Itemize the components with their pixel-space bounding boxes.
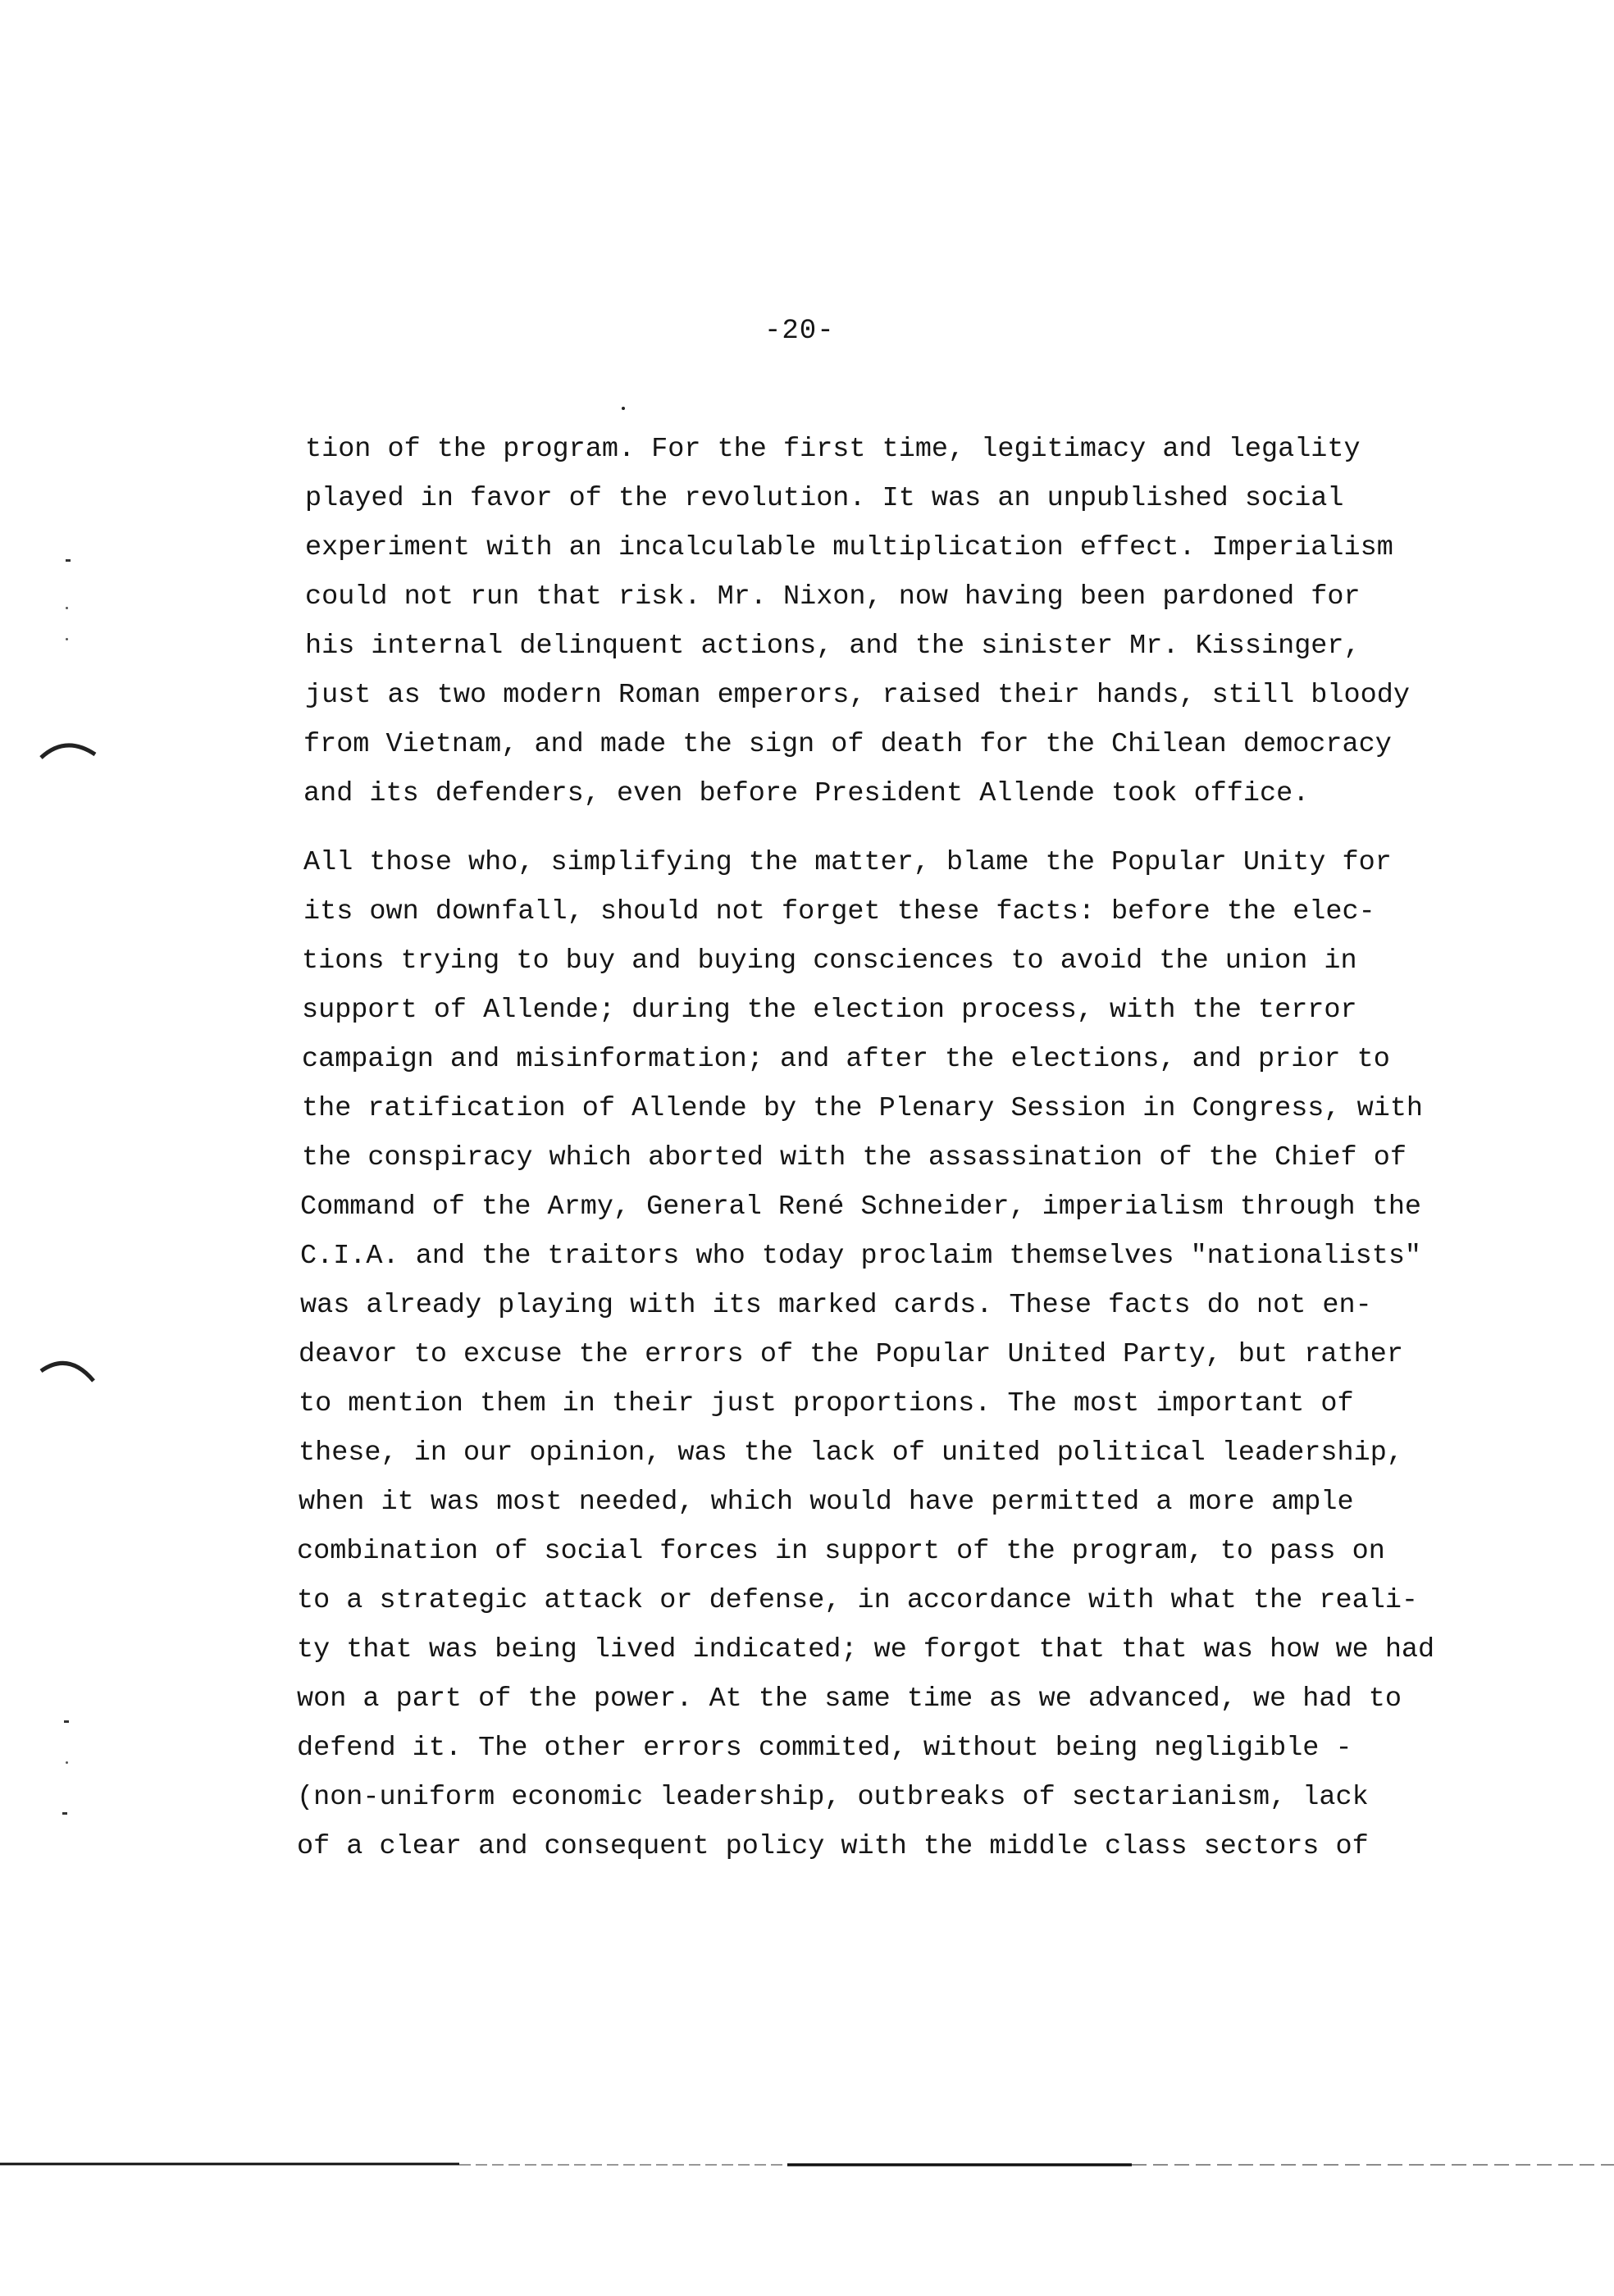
margin-mark: [66, 1761, 68, 1764]
margin-mark: [66, 559, 71, 562]
text-line: from Vietnam, and made the sign of death for the Chilean democracy: [303, 729, 1392, 760]
text-line: to a strategic attack or defense, in accordance with what the reali-: [297, 1585, 1419, 1616]
text-line: campaign and misinformation; and after the elections, and prior to: [302, 1044, 1390, 1075]
stray-mark: [622, 407, 625, 410]
text-line: combination of social forces in support of the program, to pass on: [297, 1536, 1385, 1567]
text-line: of a clear and consequent policy with the middle class sectors of: [297, 1831, 1369, 1862]
text-line: the conspiracy which aborted with the assassination of the Chief of: [302, 1142, 1407, 1173]
margin-mark: [62, 1812, 67, 1815]
margin-arc-mark: [36, 733, 102, 766]
margin-mark: [66, 607, 68, 609]
margin-mark: [64, 1720, 69, 1723]
text-line: deavor to excuse the errors of the Popular United Party, but rather: [299, 1339, 1403, 1370]
text-line: Command of the Army, General René Schneider, imperialism through the: [300, 1191, 1422, 1223]
text-line: just as two modern Roman emperors, raised their hands, still bloody: [305, 680, 1410, 711]
text-line: experiment with an incalculable multiplication effect. Imperialism: [305, 532, 1393, 563]
text-line: ty that was being lived indicated; we forgot that that was how we had: [297, 1634, 1435, 1665]
text-line: won a part of the power. At the same time as we advanced, we had to: [297, 1683, 1402, 1715]
text-line: could not run that risk. Mr. Nixon, now having been pardoned for: [305, 581, 1361, 613]
text-line: (non-uniform economic leadership, outbreaks of sectarianism, lack: [297, 1782, 1369, 1813]
text-line: to mention them in their just proportions. The most important of: [299, 1388, 1354, 1419]
text-line: when it was most needed, which would have permitted a more ample: [299, 1487, 1354, 1518]
text-line: C.I.A. and the traitors who today proclaim themselves "nationalists": [300, 1241, 1422, 1272]
text-line: was already playing with its marked cards. These facts do not en-: [300, 1290, 1372, 1321]
margin-mark: [66, 638, 68, 640]
page-number: -20-: [764, 316, 835, 347]
text-line: All those who, simplifying the matter, blame the Popular Unity for: [303, 847, 1392, 878]
bottom-edge-line: [0, 2162, 1614, 2170]
text-line: these, in our opinion, was the lack of united political leadership,: [299, 1437, 1403, 1469]
text-line: his internal delinquent actions, and the sinister Mr. Kissinger,: [305, 631, 1361, 662]
text-line: played in favor of the revolution. It was an unpublished social: [305, 483, 1344, 514]
text-line: tions trying to buy and buying consciences to avoid the union in: [302, 945, 1357, 977]
text-line: its own downfall, should not forget these facts: before the elec-: [303, 896, 1375, 927]
text-line: tion of the program. For the first time, legitimacy and legality: [305, 434, 1361, 465]
text-line: support of Allende; during the election process, with the terror: [302, 995, 1357, 1026]
margin-arc-mark: [36, 1351, 102, 1387]
text-line: and its defenders, even before President Allende took office.: [303, 778, 1310, 809]
text-line: defend it. The other errors commited, without being negligible -: [297, 1733, 1352, 1764]
text-line: the ratification of Allende by the Plenary Session in Congress, with: [302, 1093, 1424, 1124]
